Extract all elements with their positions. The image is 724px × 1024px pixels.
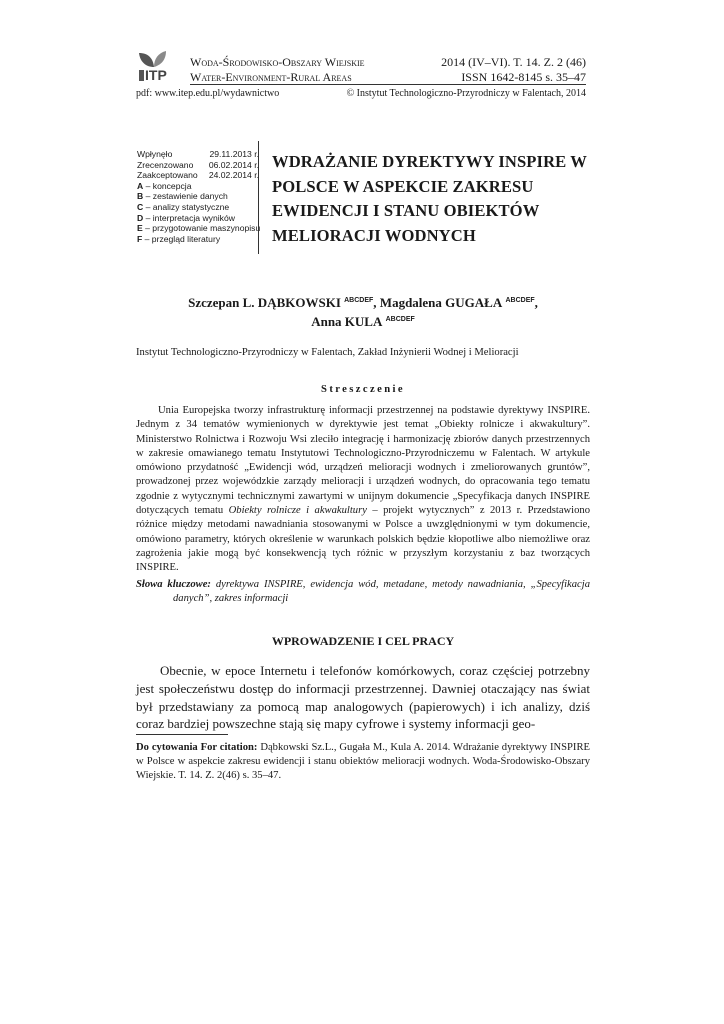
issn: ISSN 1642-8145 s. 35–47 — [461, 70, 586, 84]
logo-text: ITP — [145, 67, 167, 83]
role-item: A – koncepcja — [137, 180, 192, 191]
issue-info — [441, 55, 586, 85]
itp-logo — [136, 50, 176, 84]
date-row — [137, 160, 259, 171]
paper-title: WDRAŻANIE DYREKTYWY INSPIRE W POLSCE W ASPEKCIE ZAKRESU EWIDENCJI I STANU OBIEKTÓW MELIORACJI WODNYCH — [272, 152, 587, 245]
section-heading: WPROWADZENIE I CEL PRACY — [271, 634, 455, 648]
date-label: Wpłynęło — [137, 149, 173, 159]
header-rule — [190, 84, 586, 85]
copyright: © Instytut Technologiczno-Przyrodniczy w Falentach, 2014 — [346, 88, 586, 99]
author-name: Szczepan L. DĄBKOWSKI — [188, 295, 341, 310]
role-item: E – przygotowanie maszynopisu — [137, 223, 261, 234]
abstract-heading: Streszczenie — [321, 384, 405, 395]
issue-number: 2014 (IV–VI). T. 14. Z. 2 (46) — [441, 55, 586, 69]
intro-text: Obecnie, w epoce Internetu i telefonów komórkowych, coraz częściej potrzebny jest społeczeństwu dostęp do informacji przestrzennej. Dawniej otaczający nas świat był przedstawiany za pomocą map analogowych (papierowych) i ich analizy, dziś coraz bardziej powszechne stają się mapy cyfrowe i systemy informacji geo- — [136, 663, 590, 732]
role-item: F – przegląd literatury — [137, 233, 221, 244]
date-row — [137, 149, 259, 160]
pdf-link[interactable]: pdf: www.itep.edu.pl/wydawnictwo — [136, 88, 280, 99]
role-item: D – interpretacja wyników — [137, 212, 235, 223]
author-roles: ABCDEF — [344, 297, 374, 304]
author-roles: ABCDEF — [505, 297, 535, 304]
date-label: Zrecenzowano — [137, 159, 194, 170]
divider-line — [258, 141, 259, 254]
role-item: B – zestawienie danych — [137, 191, 228, 202]
author-roles: ABCDEF — [385, 316, 415, 323]
date-label: Zaakceptowano — [137, 170, 198, 181]
date-value: 24.02.2014 r. — [208, 170, 259, 181]
author-name: Magdalena GUGAŁA — [379, 295, 503, 310]
date-value: 06.02.2014 r. — [208, 159, 259, 170]
affiliation: Instytut Technologiczno-Przyrodniczy w Falentach, Zakład Inżynierii Wodnej i Melioracji — [136, 347, 519, 358]
journal-name-en: Water-Environment-Rural Areas — [190, 70, 352, 84]
keywords-label: Słowa kluczowe: — [136, 579, 211, 590]
journal-names — [190, 55, 365, 85]
author-name: Anna KULA — [311, 314, 383, 329]
keywords: Słowa kluczowe: dyrektywa INSPIRE, ewidencja wód, metadane, metody nawadniania, „Specyfikacja danych”, zakres informacji — [136, 579, 590, 605]
abstract-text: Unia Europejska tworzy infrastrukturę informacji przestrzennej na podstawie dyrektywy INSPIRE. Jednym z 34 tematów wymienionych w dyrektywie jest temat „Obiekty rolnicze i akwakultury”. Ministerstwo Rolnictwa i Rozwoju Wsi zleciło integrację i harmonizację zbiorów danych przestrzennych w zakresie omawianego tematu Instytutowi Technologiczno-Przyrodniczemu w Falentach. W artykule omówiono przydatność „Ewidencji wód, urządzeń melioracji wodnych i zmeliorowanych gruntów”, prowadzonej przez wojewódzkie zarządy melioracji i urządzeń wodnych, do opracowania tego tematu zgodnie z wytycznymi technicznymi zawartymi w unijnym dokumencie „Specyfikacja danych INSPIRE dotyczących tematu Obiekty rolnicze i akwakultury – projekt wytycznych” z 2013 r. Przedstawiono różnice między metodami nawadniania stosowanymi w Polsce a uwzględnionymi w tym dokumencie, omówiono parametry, których określenie w warunkach polskich będzie kłopotliwe albo niemożliwe oraz zagrożenia jakie mogą być konsekwencją tych różnic w przyszłym korzystaniu z baz tworzących INSPIRE. — [136, 405, 591, 574]
date-row — [137, 170, 259, 181]
author-list: Szczepan L. DĄBKOWSKI $^{ABCDEF}$, Magdalena GUGAŁA $^{ABCDEF}$, Anna KULA $^{ABCDEF}$ — [188, 295, 538, 329]
citation: Do cytowania For citation: Dąbkowski Sz.L., Gugała M., Kula A. 2014. Wdrażanie dyrektywy INSPIRE w Polsce w aspekcie zakresu ewidencji i stanu obiektów melioracji wodnych. Woda-Środowisko-Obszary Wiejskie. T. 14. Z. 2(46) s. 35–47. — [136, 742, 590, 781]
submission-info — [137, 149, 259, 244]
journal-name-pl: Woda-Środowisko-Obszary Wiejskie — [190, 55, 365, 69]
role-item: C – analizy statystyczne — [137, 201, 230, 212]
date-value: 29.11.2013 r. — [209, 149, 259, 159]
footnote-rule — [136, 734, 228, 735]
citation-label: Do cytowania For citation: — [136, 742, 258, 753]
